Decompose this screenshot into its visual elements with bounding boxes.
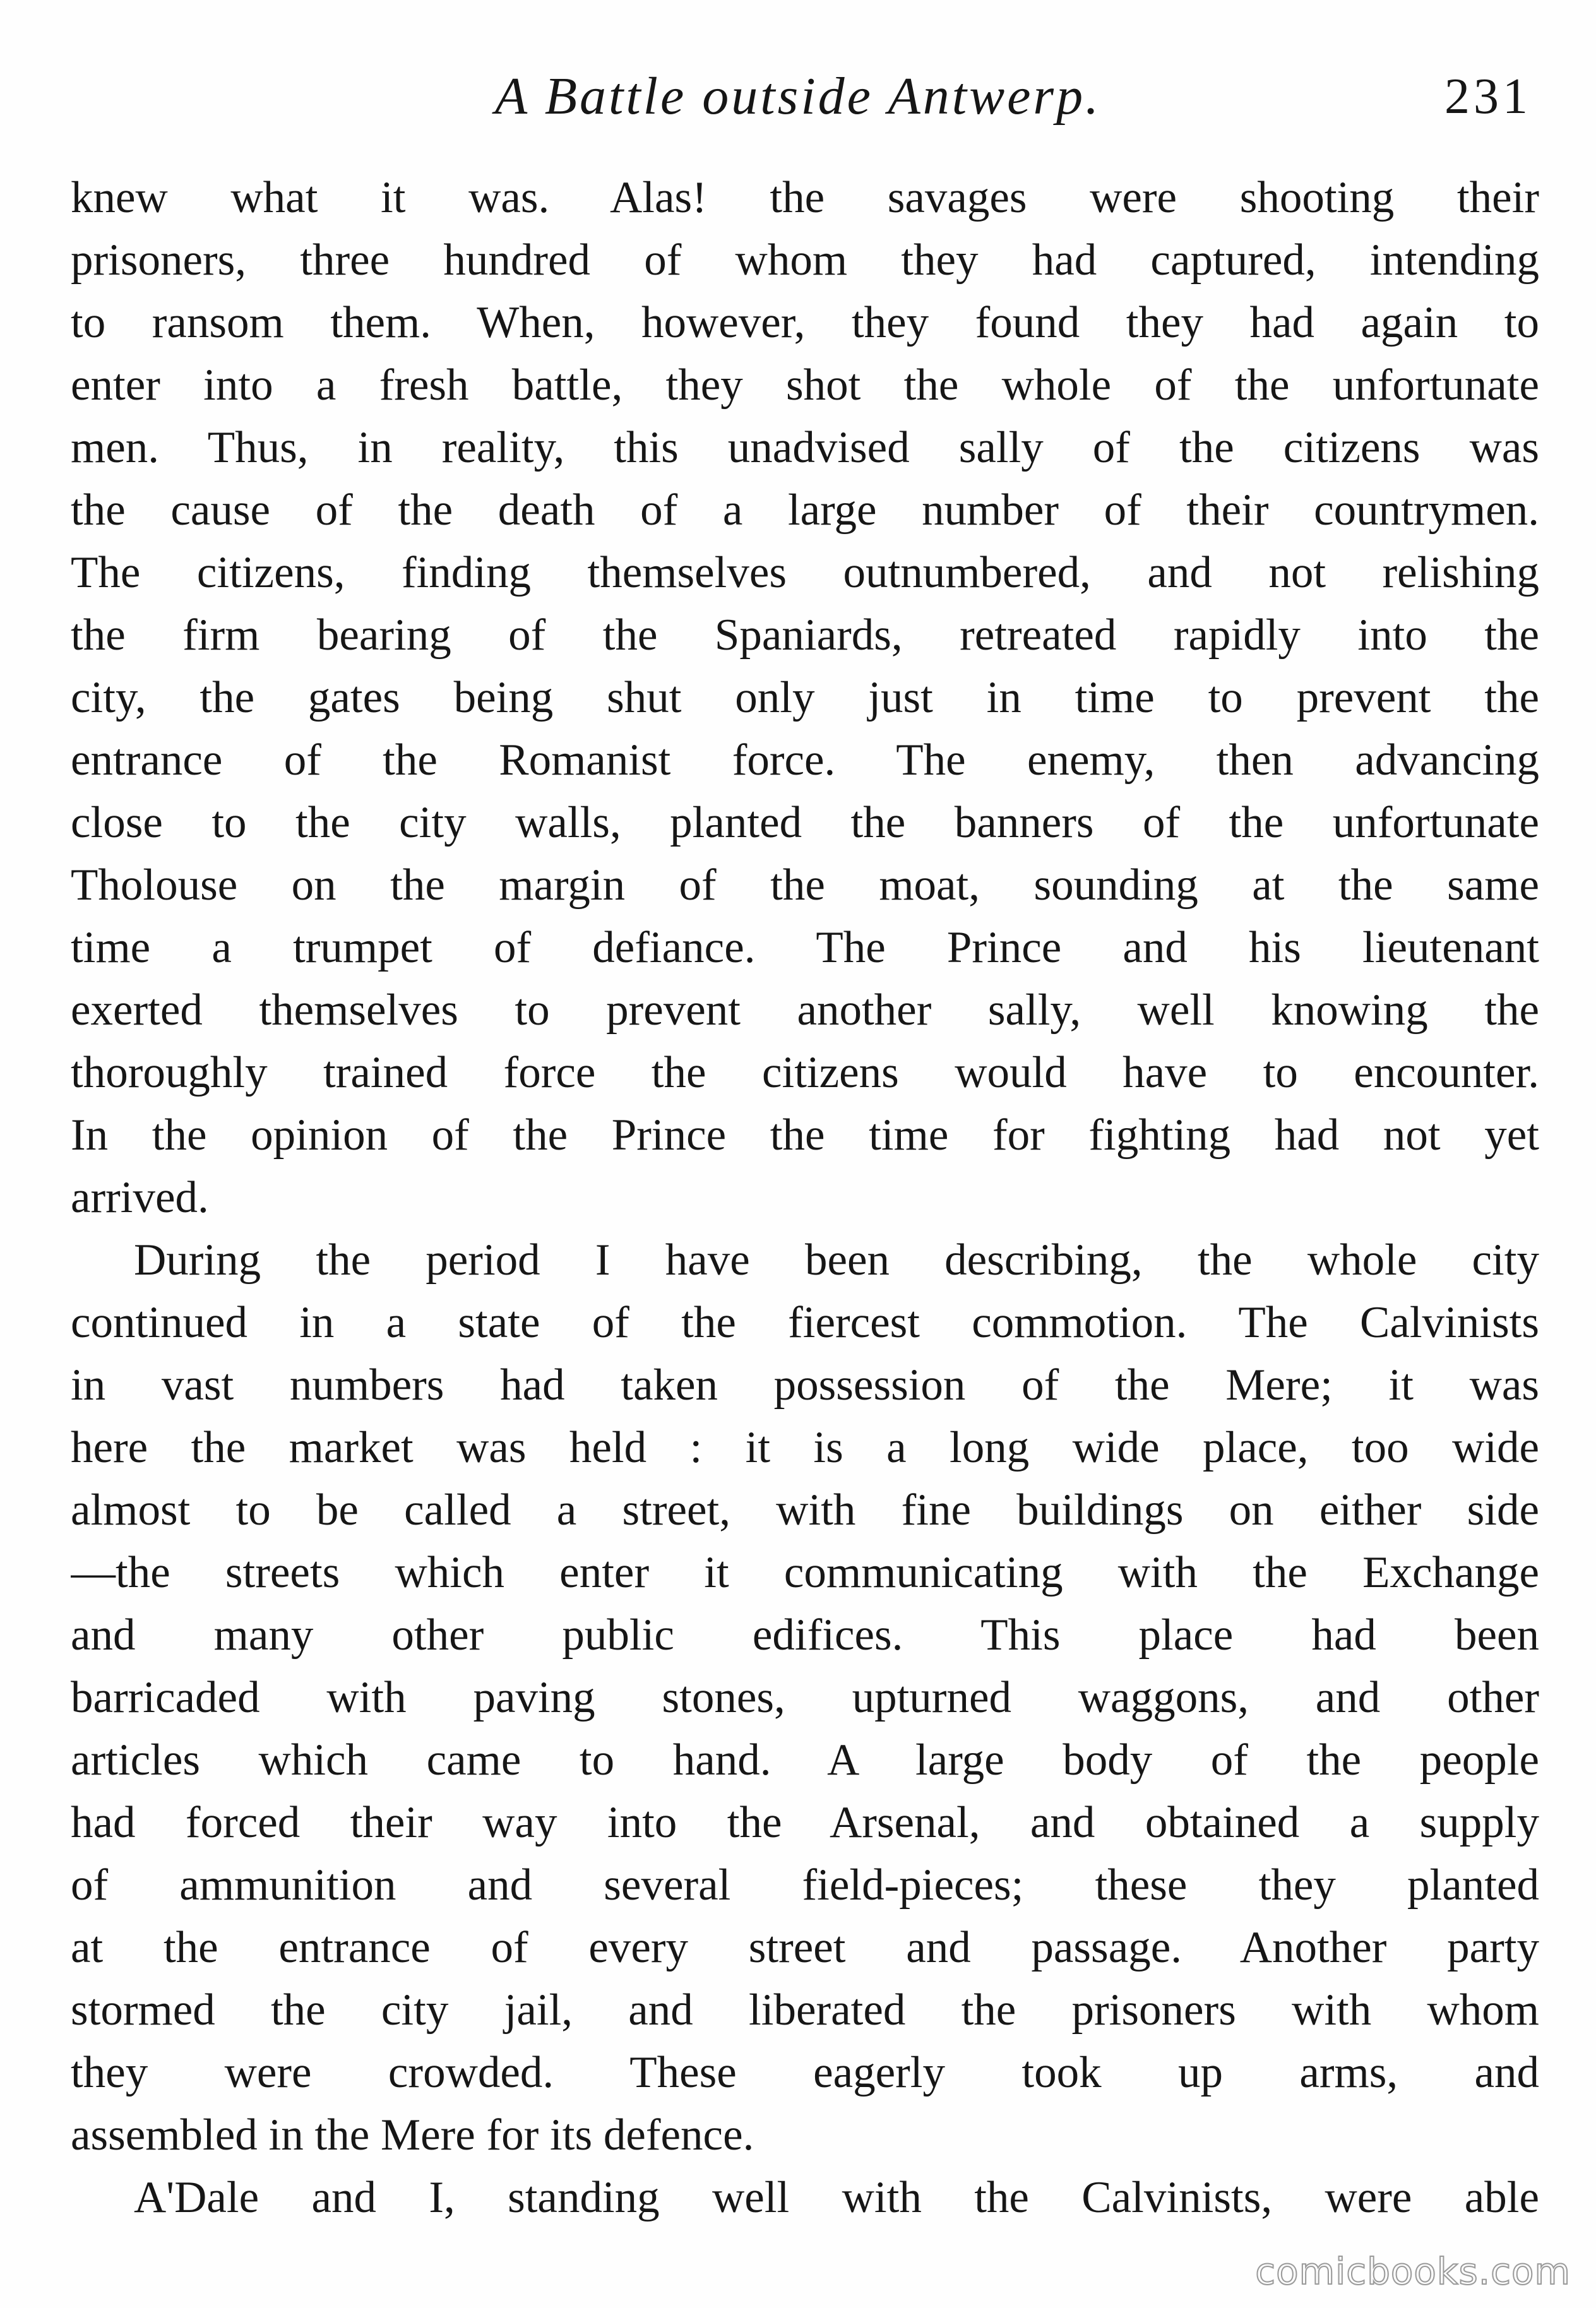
paragraph-3 [71,2167,1539,2229]
text-line: barricaded with paving stones, upturned waggons, and other [71,1673,1539,1722]
text-line: of ammunition and several field-pieces; these they planted [71,1860,1539,1910]
text-line: Tholouse on the margin of the moat, sounding at the same [71,860,1539,910]
text-line: exerted themselves to prevent another sally, well knowing the [71,985,1539,1035]
page-number: 231 [1444,69,1532,124]
running-head [0,56,1596,138]
paragraph-2 [71,1229,1539,2167]
text-line: During the period I have been describing, the whole city [134,1235,1539,1285]
text-line: continued in a state of the fiercest commotion. The Calvinists [71,1298,1539,1347]
text-line: the firm bearing of the Spaniards, retreated rapidly into the [71,610,1539,660]
text-line: time a trumpet of defiance. The Prince and his lieutenant [71,923,1539,972]
text-line: The citizens, finding themselves outnumbered, and not relishing [71,548,1539,597]
text-line: thoroughly trained force the citizens would have to encounter. [71,1048,1539,1097]
text-line: almost to be called a street, with fine buildings on either side [71,1485,1539,1535]
text-line: the cause of the death of a large number of their countrymen. [71,485,1539,535]
text-line: at the entrance of every street and passage. Another party [71,1923,1539,1972]
text-line: assembled in the Mere for its defence. [71,2110,754,2160]
text-line: stormed the city jail, and liberated the prisoners with whom [71,1985,1539,2035]
text-line: articles which came to hand. A large body of the people [71,1735,1539,1785]
body-text [71,167,1539,2229]
text-line: to ransom them. When, however, they found they had again to [71,298,1539,347]
text-line: here the market was held : it is a long wide place, too wide [71,1423,1539,1472]
running-title: A Battle outside Antwerp. [494,67,1102,126]
text-line: prisoners, three hundred of whom they had captured, intending [71,235,1539,285]
text-line: In the opinion of the Prince the time for fighting had not yet [71,1110,1539,1160]
text-line: and many other public edifices. This place had been [71,1610,1539,1660]
text-line: in vast numbers had taken possession of the Mere; it was [71,1360,1539,1410]
text-line: —the streets which enter it communicating with the Exchange [71,1548,1539,1597]
text-line: men. Thus, in reality, this unadvised sally of the citizens was [71,423,1539,472]
text-line: city, the gates being shut only just in time to prevent the [71,673,1539,722]
text-line: entrance of the Romanist force. The enemy, then advancing [71,735,1539,785]
text-line: had forced their way into the Arsenal, and obtained a supply [71,1798,1539,1847]
paragraph-1 [71,167,1539,1229]
text-line: arrived. [71,1173,209,1222]
text-line: enter into a fresh battle, they shot the whole of the unfortunate [71,360,1539,410]
text-line: A'Dale and I, standing well with the Calvinists, were able [134,2173,1539,2222]
text-line: they were crowded. These eagerly took up arms, and [71,2048,1539,2097]
watermark: comicbooks.com [1255,2250,1571,2293]
text-line: close to the city walls, planted the banners of the unfortunate [71,798,1539,847]
text-line: knew what it was. Alas! the savages were shooting their [71,173,1539,222]
